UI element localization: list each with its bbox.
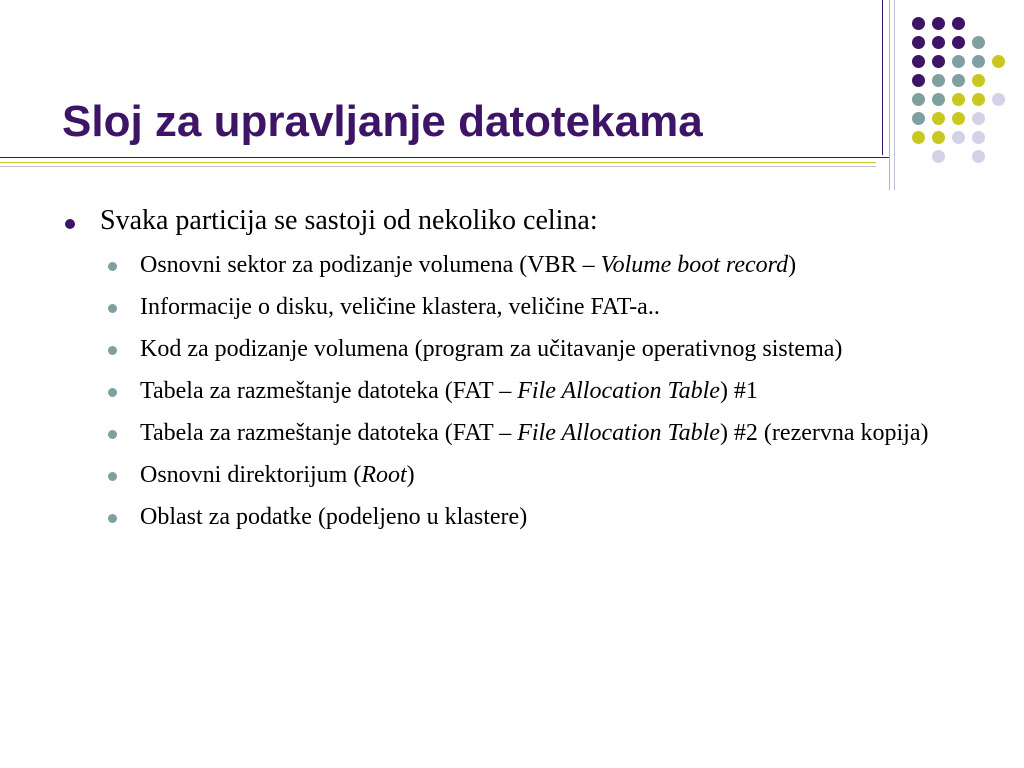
item-text: Tabela za razmeštanje datoteka (FAT – <box>140 420 518 446</box>
item-text-end: ) #1 <box>719 378 758 404</box>
item-text: Osnovni direktorijum ( <box>140 462 362 488</box>
slide-title: Sloj za upravljanje datotekama <box>62 97 703 146</box>
decor-dot <box>952 55 965 68</box>
decor-dot <box>972 150 985 163</box>
slide-body <box>62 203 962 543</box>
decor-dot <box>972 131 985 144</box>
item-italic-text: Volume boot record <box>600 252 789 278</box>
item-text-end: ) #2 (rezervna kopija) <box>719 420 929 446</box>
decor-dot <box>952 17 965 30</box>
list-item <box>100 501 960 533</box>
decor-dot <box>932 55 945 68</box>
decor-dot <box>932 131 945 144</box>
decor-dot <box>972 36 985 49</box>
item-italic-text: File Allocation Table <box>517 378 720 404</box>
list-item <box>100 375 960 407</box>
bullet-icon <box>108 514 117 523</box>
bullet-icon <box>108 388 117 397</box>
title-underline-purple <box>0 157 890 158</box>
decor-dot <box>932 112 945 125</box>
decor-dot <box>912 55 925 68</box>
decor-dot <box>932 93 945 106</box>
decor-dot <box>952 112 965 125</box>
sub-bullet-list <box>100 249 962 533</box>
decor-dot <box>952 131 965 144</box>
decor-dot <box>972 74 985 87</box>
item-text: Tabela za razmeštanje datoteka (FAT – <box>140 378 518 404</box>
decor-dot <box>932 17 945 30</box>
decor-dot <box>952 93 965 106</box>
decor-dot <box>972 112 985 125</box>
item-text-end: ) <box>788 252 797 278</box>
bullet-icon <box>108 262 117 271</box>
item-text: Informacije o disku, veličine klastera, veličine FAT-a.. <box>140 294 660 320</box>
decor-dot <box>972 93 985 106</box>
item-italic-text: Root <box>361 462 407 488</box>
bullet-icon <box>65 219 75 229</box>
decor-vertical-line-olive <box>889 0 890 190</box>
decor-vertical-line-purple <box>882 0 883 155</box>
list-item <box>100 291 960 323</box>
title-underline-lavender <box>0 166 876 167</box>
decor-dot <box>952 36 965 49</box>
item-text-end: ) <box>406 462 415 488</box>
list-item <box>100 333 960 365</box>
decor-dot <box>912 17 925 30</box>
main-bullet-text: Svaka particija se sastoji od nekoliko celina: <box>100 205 598 236</box>
list-item <box>100 417 950 449</box>
bullet-icon <box>108 346 117 355</box>
list-item <box>100 459 960 491</box>
decor-dot <box>972 55 985 68</box>
item-text: Osnovni sektor za podizanje volumena (VBR – <box>140 252 601 278</box>
decor-dot <box>992 93 1005 106</box>
decor-vertical-line-lavender <box>894 0 895 190</box>
decor-dot <box>912 93 925 106</box>
title-underline-olive <box>0 162 876 163</box>
item-text: Kod za podizanje volumena (program za učitavanje operativnog sistema) <box>140 336 843 362</box>
main-bullet <box>62 203 962 239</box>
item-italic-text: File Allocation Table <box>517 420 720 446</box>
decor-dot <box>912 74 925 87</box>
bullet-icon <box>108 304 117 313</box>
item-text: Oblast za podatke (podeljeno u klastere) <box>140 504 528 530</box>
decor-dot <box>952 74 965 87</box>
list-item <box>100 249 960 281</box>
decor-dot <box>912 131 925 144</box>
decor-dot <box>912 112 925 125</box>
decor-dot <box>932 74 945 87</box>
decor-dot <box>932 36 945 49</box>
decor-dot <box>912 36 925 49</box>
decor-dot <box>932 150 945 163</box>
bullet-icon <box>108 430 117 439</box>
decor-dot <box>992 55 1005 68</box>
bullet-icon <box>108 472 117 481</box>
